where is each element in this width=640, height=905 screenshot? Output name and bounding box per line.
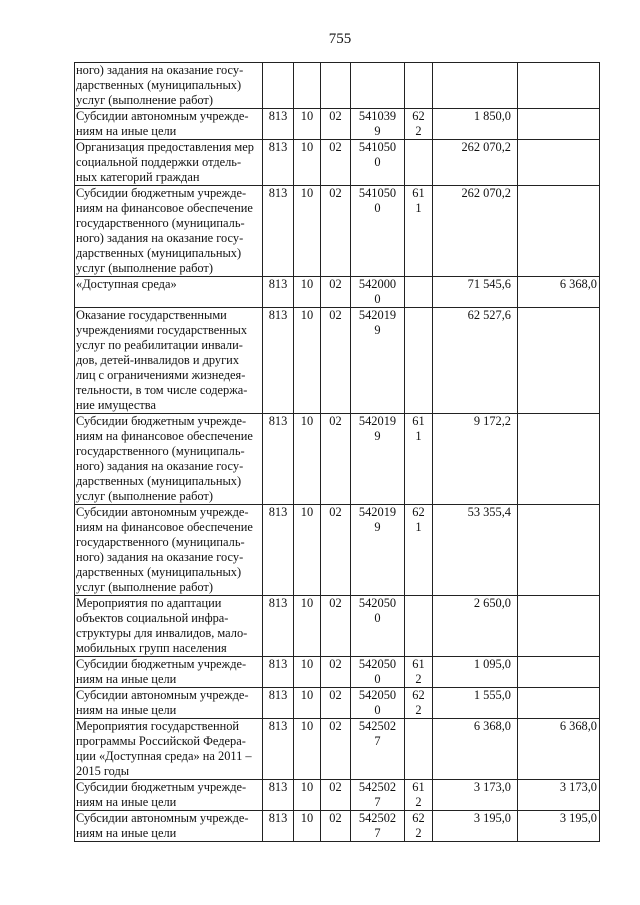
section-code: 10: [294, 596, 321, 657]
subsection-code: 02: [321, 719, 351, 780]
budget-table: [74, 62, 600, 842]
amount: 1 555,0: [433, 688, 518, 719]
ministry-code: 813: [263, 186, 294, 277]
amount: 2 650,0: [433, 596, 518, 657]
table-row: [75, 505, 600, 596]
row-name: Субсидии автономным учрежде- ниям на финансовое обеспечение государственного (муниципаль- ного) задания на оказание госу- дарственных (муниципальных) услуг (выполнение работ): [75, 505, 263, 596]
federal-amount: [518, 308, 600, 414]
amount: 53 355,4: [433, 505, 518, 596]
federal-amount: [518, 414, 600, 505]
section-code: 10: [294, 688, 321, 719]
target-article-code: 541039 9: [351, 109, 405, 140]
ministry-code: 813: [263, 140, 294, 186]
ministry-code: 813: [263, 596, 294, 657]
target-article-code: 542502 7: [351, 780, 405, 811]
expense-type-code: [405, 596, 433, 657]
ministry-code: 813: [263, 657, 294, 688]
table-row: [75, 140, 600, 186]
expense-type-code: [405, 308, 433, 414]
amount: 3 195,0: [433, 811, 518, 842]
target-article-code: 542050 0: [351, 596, 405, 657]
subsection-code: [321, 63, 351, 109]
table-row: [75, 63, 600, 109]
target-article-code: 542502 7: [351, 811, 405, 842]
subsection-code: 02: [321, 308, 351, 414]
subsection-code: 02: [321, 505, 351, 596]
target-article-code: 542019 9: [351, 414, 405, 505]
expense-type-code: 61 1: [405, 186, 433, 277]
ministry-code: 813: [263, 811, 294, 842]
expense-type-code: 61 2: [405, 780, 433, 811]
target-article-code: 542019 9: [351, 308, 405, 414]
ministry-code: 813: [263, 109, 294, 140]
amount: 262 070,2: [433, 186, 518, 277]
row-name: Субсидии бюджетным учрежде- ниям на иные цели: [75, 780, 263, 811]
table-row: [75, 811, 600, 842]
amount: 1 850,0: [433, 109, 518, 140]
section-code: 10: [294, 186, 321, 277]
amount: 262 070,2: [433, 140, 518, 186]
subsection-code: 02: [321, 186, 351, 277]
section-code: 10: [294, 505, 321, 596]
section-code: 10: [294, 414, 321, 505]
subsection-code: 02: [321, 811, 351, 842]
table-row: [75, 308, 600, 414]
ministry-code: 813: [263, 688, 294, 719]
target-article-code: 541050 0: [351, 140, 405, 186]
amount: 3 173,0: [433, 780, 518, 811]
federal-amount: [518, 109, 600, 140]
section-code: 10: [294, 109, 321, 140]
expense-type-code: 62 2: [405, 811, 433, 842]
expense-type-code: [405, 63, 433, 109]
expense-type-code: 62 2: [405, 109, 433, 140]
expense-type-code: 62 1: [405, 505, 433, 596]
ministry-code: 813: [263, 414, 294, 505]
expense-type-code: [405, 277, 433, 308]
ministry-code: [263, 63, 294, 109]
row-name: ного) задания на оказание госу- дарственных (муниципальных) услуг (выполнение работ): [75, 63, 263, 109]
amount: 1 095,0: [433, 657, 518, 688]
amount: 62 527,6: [433, 308, 518, 414]
subsection-code: 02: [321, 140, 351, 186]
federal-amount: [518, 140, 600, 186]
table-row: [75, 780, 600, 811]
expense-type-code: [405, 140, 433, 186]
amount: 6 368,0: [433, 719, 518, 780]
federal-amount: 6 368,0: [518, 719, 600, 780]
section-code: 10: [294, 308, 321, 414]
ministry-code: 813: [263, 719, 294, 780]
target-article-code: 542000 0: [351, 277, 405, 308]
target-article-code: 541050 0: [351, 186, 405, 277]
section-code: 10: [294, 657, 321, 688]
target-article-code: [351, 63, 405, 109]
table-row: [75, 719, 600, 780]
table-row: [75, 657, 600, 688]
ministry-code: 813: [263, 308, 294, 414]
row-name: «Доступная среда»: [75, 277, 263, 308]
section-code: 10: [294, 140, 321, 186]
table-row: [75, 414, 600, 505]
subsection-code: 02: [321, 596, 351, 657]
section-code: 10: [294, 719, 321, 780]
table-row: [75, 186, 600, 277]
subsection-code: 02: [321, 688, 351, 719]
federal-amount: [518, 63, 600, 109]
target-article-code: 542050 0: [351, 688, 405, 719]
expense-type-code: 61 2: [405, 657, 433, 688]
subsection-code: 02: [321, 109, 351, 140]
ministry-code: 813: [263, 505, 294, 596]
section-code: 10: [294, 277, 321, 308]
expense-type-code: [405, 719, 433, 780]
amount: 71 545,6: [433, 277, 518, 308]
federal-amount: [518, 505, 600, 596]
row-name: Субсидии бюджетным учрежде- ниям на финансовое обеспечение государственного (муниципаль- ного) задания на оказание госу- дарственных (муниципальных) услуг (выполнение работ): [75, 414, 263, 505]
row-name: Организация предоставления мер социальной поддержки отдель- ных категорий граждан: [75, 140, 263, 186]
row-name: Мероприятия государственной программы Российской Федера- ции «Доступная среда» на 2011 – 2015 годы: [75, 719, 263, 780]
federal-amount: [518, 688, 600, 719]
row-name: Мероприятия по адаптации объектов социальной инфра- структуры для инвалидов, мало- мобильных групп населения: [75, 596, 263, 657]
expense-type-code: 62 2: [405, 688, 433, 719]
federal-amount: 6 368,0: [518, 277, 600, 308]
table-row: [75, 688, 600, 719]
ministry-code: 813: [263, 277, 294, 308]
ministry-code: 813: [263, 780, 294, 811]
row-name: Субсидии бюджетным учрежде- ниям на финансовое обеспечение государственного (муниципаль- ного) задания на оказание госу- дарственных (муниципальных) услуг (выполнение работ): [75, 186, 263, 277]
federal-amount: [518, 186, 600, 277]
amount: [433, 63, 518, 109]
amount: 9 172,2: [433, 414, 518, 505]
table-row: [75, 277, 600, 308]
row-name: Субсидии автономным учрежде- ниям на иные цели: [75, 811, 263, 842]
section-code: [294, 63, 321, 109]
row-name: Субсидии бюджетным учрежде- ниям на иные цели: [75, 657, 263, 688]
federal-amount: [518, 596, 600, 657]
table-row: [75, 109, 600, 140]
subsection-code: 02: [321, 277, 351, 308]
row-name: Оказание государственными учреждениями государственных услуг по реабилитации инвали- дов, детей-инвалидов и других лиц с ограничениями жизнедея- тельности, в том числе содержа- ние имущества: [75, 308, 263, 414]
section-code: 10: [294, 780, 321, 811]
subsection-code: 02: [321, 657, 351, 688]
target-article-code: 542502 7: [351, 719, 405, 780]
row-name: Субсидии автономным учрежде- ниям на иные цели: [75, 688, 263, 719]
section-code: 10: [294, 811, 321, 842]
federal-amount: [518, 657, 600, 688]
table-row: [75, 596, 600, 657]
target-article-code: 542019 9: [351, 505, 405, 596]
row-name: Субсидии автономным учрежде- ниям на иные цели: [75, 109, 263, 140]
target-article-code: 542050 0: [351, 657, 405, 688]
expense-type-code: 61 1: [405, 414, 433, 505]
federal-amount: 3 195,0: [518, 811, 600, 842]
subsection-code: 02: [321, 414, 351, 505]
federal-amount: 3 173,0: [518, 780, 600, 811]
page-number: 755: [328, 31, 352, 47]
subsection-code: 02: [321, 780, 351, 811]
